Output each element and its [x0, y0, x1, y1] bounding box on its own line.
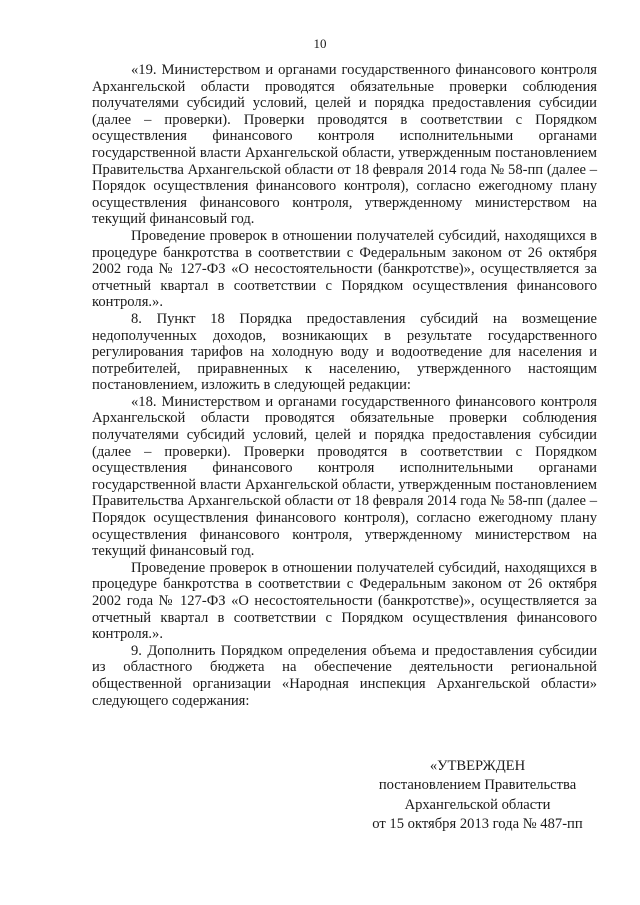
- paragraph-item-8: 8. Пункт 18 Порядка предоставления субсидий на возмещение недополученных доходов, возникающих в результате государственного регулирования тарифов на холодную воду и водоотведение для населения и потребителей, приравненных к населению, утвержденного настоящим постановлением, изложить в следующей редакции:: [92, 310, 597, 394]
- approval-line-2: Архангельской области: [404, 796, 551, 813]
- document-body: [92, 62, 597, 709]
- approval-line-1: постановлением Правительства: [378, 777, 577, 794]
- approval-line-3: от 15 октября 2013 года № 487-пп: [372, 815, 583, 832]
- paragraph-bankruptcy-19: Проведение проверок в отношении получателей субсидий, находящихся в процедуре банкротства в соответствии с Федеральным законом от 26 октября 2002 года № 127-ФЗ «О несостоятельности (банкротстве)», осуществляется за отчетный квартал в соответствии с Порядком осуществления финансового контроля.».: [92, 227, 597, 311]
- page-number: 10: [313, 36, 327, 51]
- paragraph-item-9: 9. Дополнить Порядком определения объема и предоставления субсидии из областного бюджета на обеспечение деятельности региональной общественной организации «Народная инспекция Архангельской области» следующего содержания:: [92, 642, 597, 709]
- approval-title: «УТВЕРЖДЕН: [429, 758, 526, 774]
- paragraph-bankruptcy-18: Проведение проверок в отношении получателей субсидий, находящихся в процедуре банкротства в соответствии с Федеральным законом от 26 октября 2002 года № 127-ФЗ «О несостоятельности (банкротстве)», осуществляется за отчетный квартал в соответствии с Порядком осуществления финансового контроля.».: [92, 559, 597, 643]
- paragraph-point-18: «18. Министерством и органами государственного финансового контроля Архангельской области проводятся обязательные проверки соблюдения получателями субсидий условий, целей и порядка предоставления субсидии (далее – проверки). Проверки проводятся в соответствии с Порядком осуществления финансового контроля исполнительными органами государственной власти Архангельской области, утвержденным постановлением Правительства Архангельской области от 18 февраля 2014 года № 58-пп (далее – Порядок осуществления финансового контроля), согласно ежегодному плану осуществления финансового контроля, утвержденному министерством на текущий финансовый год.: [92, 393, 597, 560]
- approval-stamp-block: [355, 757, 600, 834]
- paragraph-point-19: «19. Министерством и органами государственного финансового контроля Архангельской области проводятся обязательные проверки соблюдения получателями субсидий условий, целей и порядка предоставления субсидии (далее – проверки). Проверки проводятся в соответствии с Порядком осуществления финансового контроля исполнительными органами государственной власти Архангельской области, утвержденным постановлением Правительства Архангельской области от 18 февраля 2014 года № 58-пп (далее – Порядок осуществления финансового контроля), согласно ежегодному плану осуществления финансового контроля, утвержденному министерством на текущий финансовый год.: [92, 62, 597, 228]
